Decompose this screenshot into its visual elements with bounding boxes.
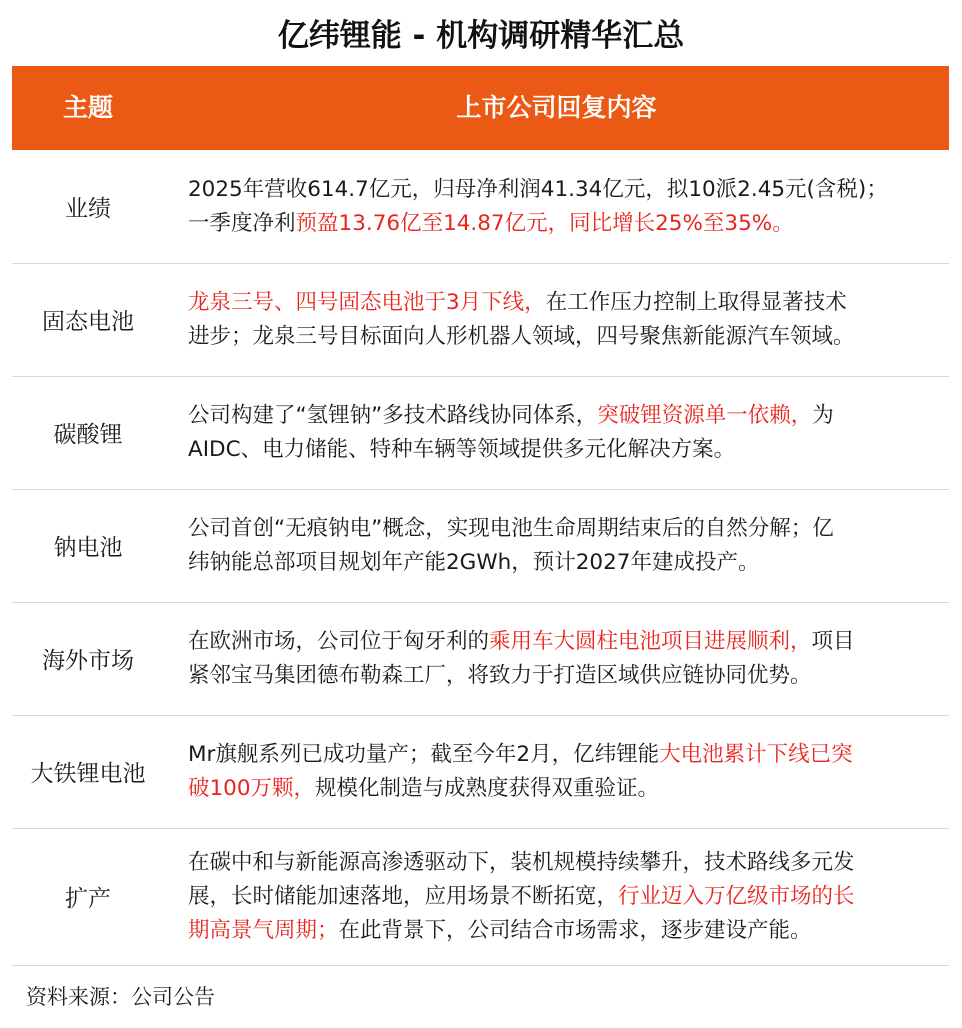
row-content xyxy=(188,376,941,489)
body-text: 在此背景下，公司结合市场需求，逐步建设产能。 xyxy=(338,917,812,943)
table-row xyxy=(12,489,949,603)
body-text: Mr旗舰系列已成功量产；截至今年2月，亿纬锂能 xyxy=(188,741,660,767)
body-text: 纬钠能总部项目规划年产能2GWh，预计2027年建成投产。 xyxy=(188,549,760,575)
content-line xyxy=(188,399,941,433)
body-text: 紧邻宝马集团德布勒森工厂，将致力于打造区域供应链协同优势。 xyxy=(188,662,812,688)
content-line xyxy=(188,738,941,772)
row-topic: 海外市场 xyxy=(42,648,134,674)
content-line xyxy=(188,286,941,320)
row-content xyxy=(188,828,941,965)
content-line xyxy=(188,772,941,806)
header-topic: 主题 xyxy=(62,93,113,122)
highlight-text: 大电池累计下线已突 xyxy=(659,741,853,767)
highlight-text: 乘用车大圆柱电池项目进展顺利， xyxy=(489,628,812,654)
body-text: 项目 xyxy=(811,628,855,654)
body-text: 在欧洲市场，公司位于匈牙利的 xyxy=(188,628,490,654)
body-text: 为 xyxy=(812,402,834,428)
content-line xyxy=(188,914,941,948)
table-row xyxy=(12,263,949,377)
table-row xyxy=(12,376,949,490)
content-line xyxy=(188,546,941,580)
body-text: 2025年营收614.7亿元，归母净利润41.34亿元，拟10派2.45元(含税)； xyxy=(188,176,888,202)
row-topic: 碳酸锂 xyxy=(53,422,123,448)
highlight-text: 龙泉三号、四号固态电池于3月下线， xyxy=(188,289,546,315)
table-row xyxy=(12,150,949,264)
source-note: 资料来源：公司公告 xyxy=(26,985,215,1009)
body-text: 公司首创“无痕钠电”概念，实现电池生命周期结束后的自然分解；亿 xyxy=(188,515,834,541)
row-content xyxy=(188,602,941,715)
body-text: 在工作压力控制上取得显著技术 xyxy=(545,289,847,315)
content-line xyxy=(188,207,941,241)
row-topic: 钠电池 xyxy=(53,535,123,561)
highlight-text: 期高景气周期； xyxy=(188,917,339,943)
row-content xyxy=(188,150,941,263)
row-content xyxy=(188,489,941,602)
table-row xyxy=(12,828,949,966)
highlight-text: 预盈13.76亿至14.87亿元，同比增长25%至35%。 xyxy=(295,210,794,236)
row-content xyxy=(188,715,941,828)
row-topic: 大铁锂电池 xyxy=(30,761,146,787)
highlight-text: 突破锂资源单一依赖， xyxy=(597,402,813,428)
content-line xyxy=(188,846,941,880)
content-line xyxy=(188,659,941,693)
table-row xyxy=(12,602,949,716)
content-line xyxy=(188,173,941,207)
content-line xyxy=(188,512,941,546)
table-header xyxy=(12,66,949,150)
highlight-text: 破100万颗， xyxy=(188,775,316,801)
header-content: 上市公司回复内容 xyxy=(456,93,657,122)
body-text: 规模化制造与成熟度获得双重验证。 xyxy=(315,775,660,801)
content-line xyxy=(188,320,941,354)
content-line xyxy=(188,433,941,467)
table-row xyxy=(12,715,949,829)
row-topic: 业绩 xyxy=(65,196,111,222)
body-text: 公司构建了“氢锂钠”多技术路线协同体系， xyxy=(188,402,598,428)
row-topic: 固态电池 xyxy=(42,309,134,335)
row-content xyxy=(188,263,941,376)
content-line xyxy=(188,625,941,659)
body-text: AIDC、电力储能、特种车辆等领域提供多元化解决方案。 xyxy=(188,436,736,462)
body-text: 在碳中和与新能源高渗透驱动下，装机规模持续攀升，技术路线多元发 xyxy=(188,849,855,875)
content-line xyxy=(188,880,941,914)
highlight-text: 行业迈入万亿级市场的长 xyxy=(618,883,855,909)
row-topic: 扩产 xyxy=(65,886,111,912)
body-text: 进步；龙泉三号目标面向人形机器人领域，四号聚焦新能源汽车领域。 xyxy=(188,323,855,349)
page-title: 亿纬锂能 - 机构调研精华汇总 xyxy=(277,18,685,54)
body-text: 一季度净利 xyxy=(188,210,296,236)
body-text: 展，长时储能加速落地，应用场景不断拓宽， xyxy=(188,883,619,909)
